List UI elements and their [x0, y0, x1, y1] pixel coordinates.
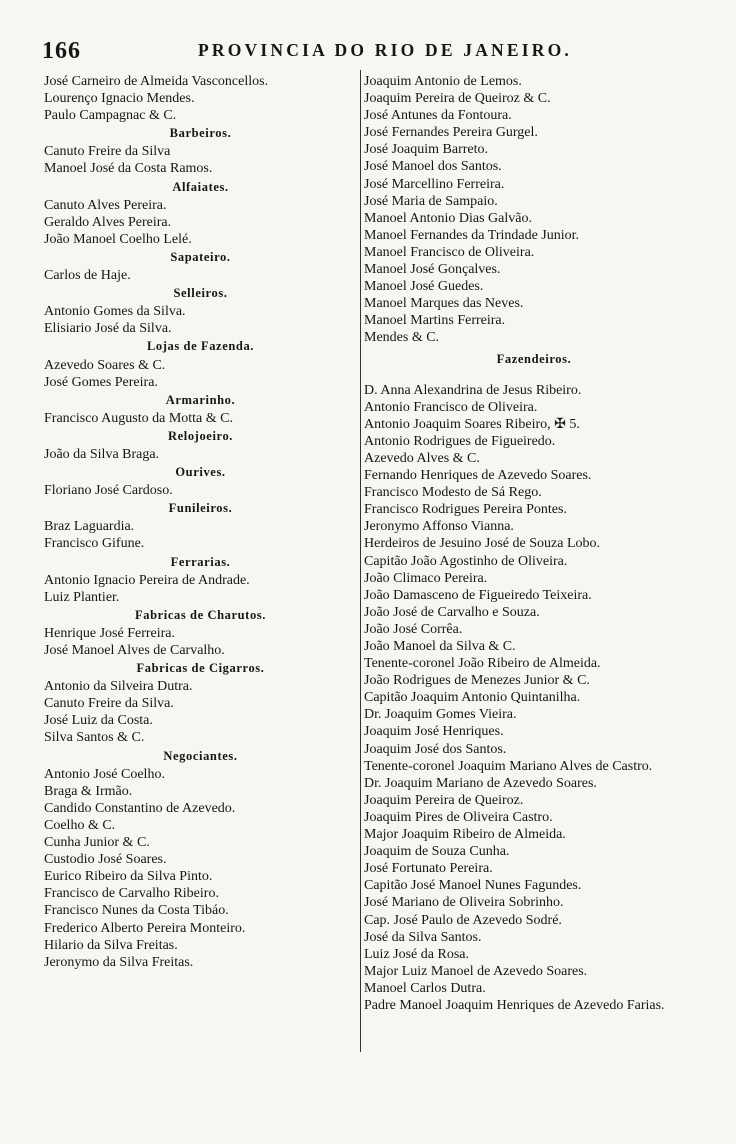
- directory-entry: Francisco Augusto da Motta & C.: [44, 410, 233, 426]
- directory-entry: Major Joaquim Ribeiro de Almeida.: [364, 827, 566, 843]
- section-heading: Selleiros.: [173, 286, 228, 301]
- directory-entry: Joaquim Pereira de Queiroz & C.: [364, 91, 551, 107]
- directory-entry: Capitão José Manoel Nunes Fagundes.: [364, 878, 582, 894]
- directory-entry: Silva Santos & C.: [44, 730, 145, 746]
- directory-entry: João Rodrigues de Menezes Junior & C.: [364, 673, 590, 689]
- running-title: PROVINCIA DO RIO DE JANEIRO.: [198, 40, 573, 60]
- directory-entry: Joaquim de Souza Cunha.: [364, 844, 510, 860]
- directory-entry: Canuto Freire da Silva: [44, 144, 171, 160]
- directory-entry: Jeronymo Affonso Vianna.: [364, 519, 514, 535]
- directory-entry: Canuto Alves Pereira.: [44, 197, 167, 213]
- section-heading: Ourives.: [175, 465, 226, 480]
- directory-entry: Francisco Gifune.: [44, 536, 145, 552]
- section-heading: Fazendeiros.: [496, 351, 572, 366]
- directory-entry: Francisco de Carvalho Ribeiro.: [44, 886, 219, 902]
- directory-entry: Antonio José Coelho.: [44, 766, 165, 782]
- directory-entry: José Mariano de Oliveira Sobrinho.: [364, 895, 564, 911]
- directory-entry: Geraldo Alves Pereira.: [44, 214, 172, 230]
- directory-entry: Antonio da Silveira Dutra.: [44, 679, 193, 695]
- directory-entry: Major Luiz Manoel de Azevedo Soares.: [364, 963, 588, 979]
- directory-entry: Manoel Martins Ferreira.: [364, 313, 506, 329]
- directory-entry: Braz Laguardia.: [44, 519, 135, 535]
- directory-entry: Joaquim Pires de Oliveira Castro.: [364, 809, 553, 825]
- section-heading: Fabricas de Cigarros.: [136, 661, 265, 676]
- directory-entry: Manoel Carlos Dutra.: [364, 980, 486, 996]
- directory-entry: Custodio José Soares.: [44, 852, 167, 868]
- directory-entry: José Luiz da Costa.: [44, 713, 153, 729]
- directory-entry: Manoel Antonio Dias Galvão.: [364, 210, 532, 226]
- right-column: [364, 73, 704, 1014]
- section-heading: Lojas de Fazenda.: [146, 339, 255, 354]
- directory-entry: João da Silva Braga.: [44, 446, 160, 462]
- directory-entry: João José de Carvalho e Souza.: [364, 604, 540, 620]
- directory-entry: José Maria de Sampaio.: [364, 193, 498, 209]
- directory-entry: Henrique José Ferreira.: [44, 625, 176, 641]
- section-heading: Funileiros.: [168, 501, 233, 516]
- directory-entry: Antonio Ignacio Pereira de Andrade.: [44, 572, 250, 588]
- directory-entry: Luiz Plantier.: [44, 589, 120, 605]
- directory-entry: Lourenço Ignacio Mendes.: [44, 91, 195, 107]
- directory-entry: José Antunes da Fontoura.: [364, 108, 512, 124]
- directory-entry: Dr. Joaquim Gomes Vieira.: [364, 707, 517, 723]
- directory-entry: José Manoel dos Santos.: [364, 159, 502, 175]
- directory-entry: João José Corrêa.: [364, 621, 463, 637]
- directory-entry: Francisco Nunes da Costa Tibáo.: [44, 903, 229, 919]
- directory-entry: Elisiario José da Silva.: [44, 321, 172, 337]
- directory-entry: João Damasceno de Figueiredo Teixeira.: [364, 587, 592, 603]
- page-header: [42, 38, 702, 64]
- directory-entry: Jeronymo da Silva Freitas.: [44, 954, 194, 970]
- directory-entry: José da Silva Santos.: [364, 929, 482, 945]
- section-heading: Negociantes.: [163, 748, 238, 763]
- directory-entry: Cap. José Paulo de Azevedo Sodré.: [364, 912, 562, 928]
- directory-entry: Joaquim Pereira de Queiroz.: [364, 792, 524, 808]
- directory-entry: José Joaquim Barreto.: [364, 142, 489, 158]
- section-heading: Fabricas de Charutos.: [134, 607, 266, 622]
- directory-entry: Cunha Junior & C.: [44, 835, 150, 851]
- directory-entry: Coelho & C.: [44, 817, 116, 833]
- section-heading: Sapateiro.: [170, 249, 231, 264]
- directory-entry: Manoel Marques das Neves.: [364, 296, 524, 312]
- section-heading: Barbeiros.: [169, 126, 232, 141]
- directory-entry: Luiz José da Rosa.: [364, 946, 469, 962]
- section-heading: Ferrarias.: [170, 554, 231, 569]
- directory-entry: Paulo Campagnac & C.: [44, 108, 177, 124]
- directory-entry: José Marcellino Ferreira.: [364, 176, 505, 192]
- directory-entry: Capitão João Agostinho de Oliveira.: [364, 553, 568, 569]
- directory-entry: Tenente-coronel João Ribeiro de Almeida.: [364, 656, 601, 672]
- directory-entry: Francisco Modesto de Sá Rego.: [364, 485, 542, 501]
- directory-entry: Braga & Irmão.: [44, 783, 133, 799]
- directory-entry: Floriano José Cardoso.: [44, 483, 173, 499]
- directory-entry: João Climaco Pereira.: [364, 570, 488, 586]
- directory-entry: D. Anna Alexandrina de Jesus Ribeiro.: [364, 382, 582, 398]
- page-number: 166: [42, 38, 81, 64]
- directory-entry: Francisco Rodrigues Pereira Pontes.: [364, 502, 567, 518]
- directory-entry: Carlos de Haje.: [44, 268, 131, 284]
- directory-entry: Herdeiros de Jesuino José de Souza Lobo.: [364, 536, 601, 552]
- column-divider: [360, 70, 361, 1052]
- directory-entry: Capitão Joaquim Antonio Quintanilha.: [364, 690, 581, 706]
- directory-entry: Canuto Freire da Silva.: [44, 696, 174, 712]
- directory-entry: Manoel José da Costa Ramos.: [44, 161, 213, 177]
- left-column: [44, 73, 357, 971]
- directory-entry: Frederico Alberto Pereira Monteiro.: [44, 920, 246, 936]
- directory-entry: Joaquim José dos Santos.: [364, 741, 507, 757]
- directory-entry: Azevedo Alves & C.: [364, 450, 480, 466]
- directory-entry: José Gomes Pereira.: [44, 374, 158, 390]
- directory-entry: Fernando Henriques de Azevedo Soares.: [364, 468, 592, 484]
- directory-entry: Padre Manoel Joaquim Henriques de Azevedo Farias.: [364, 997, 665, 1013]
- directory-entry: José Manoel Alves de Carvalho.: [44, 643, 225, 658]
- directory-entry: Manoel José Guedes.: [364, 279, 484, 295]
- directory-entry: Manoel Francisco de Oliveira.: [364, 244, 535, 260]
- directory-entry: Antonio Joaquim Soares Ribeiro, ✠ 5.: [364, 416, 580, 432]
- directory-entry: Hilario da Silva Freitas.: [44, 937, 178, 953]
- section-heading: Armarinho.: [165, 392, 236, 407]
- directory-entry: Antonio Francisco de Oliveira.: [364, 399, 538, 415]
- directory-entry: Mendes & C.: [364, 330, 440, 346]
- directory-entry: João Manoel da Silva & C.: [364, 639, 516, 654]
- directory-entry: João Manoel Coelho Lelé.: [44, 231, 192, 247]
- directory-entry: Antonio Gomes da Silva.: [44, 304, 186, 320]
- directory-entry: Candido Constantino de Azevedo.: [44, 800, 236, 816]
- directory-entry: Tenente-coronel Joaquim Mariano Alves de Castro.: [364, 758, 653, 774]
- directory-entry: Joaquim Antonio de Lemos.: [364, 74, 522, 89]
- directory-entry: Eurico Ribeiro da Silva Pinto.: [44, 869, 213, 885]
- directory-entry: Manoel Fernandes da Trindade Junior.: [364, 227, 580, 243]
- section-heading: Relojoeiro.: [167, 428, 234, 443]
- section-heading: Alfaiates.: [172, 179, 229, 194]
- directory-entry: José Fortunato Pereira.: [364, 861, 493, 877]
- directory-entry: Joaquim José Henriques.: [364, 724, 504, 740]
- directory-entry: José Carneiro de Almeida Vasconcellos.: [44, 74, 269, 89]
- directory-entry: Azevedo Soares & C.: [44, 357, 166, 373]
- directory-entry: Antonio Rodrigues de Figueiredo.: [364, 433, 556, 449]
- directory-entry: José Fernandes Pereira Gurgel.: [364, 125, 538, 141]
- directory-entry: Manoel José Gonçalves.: [364, 262, 501, 278]
- directory-entry: Dr. Joaquim Mariano de Azevedo Soares.: [364, 775, 597, 791]
